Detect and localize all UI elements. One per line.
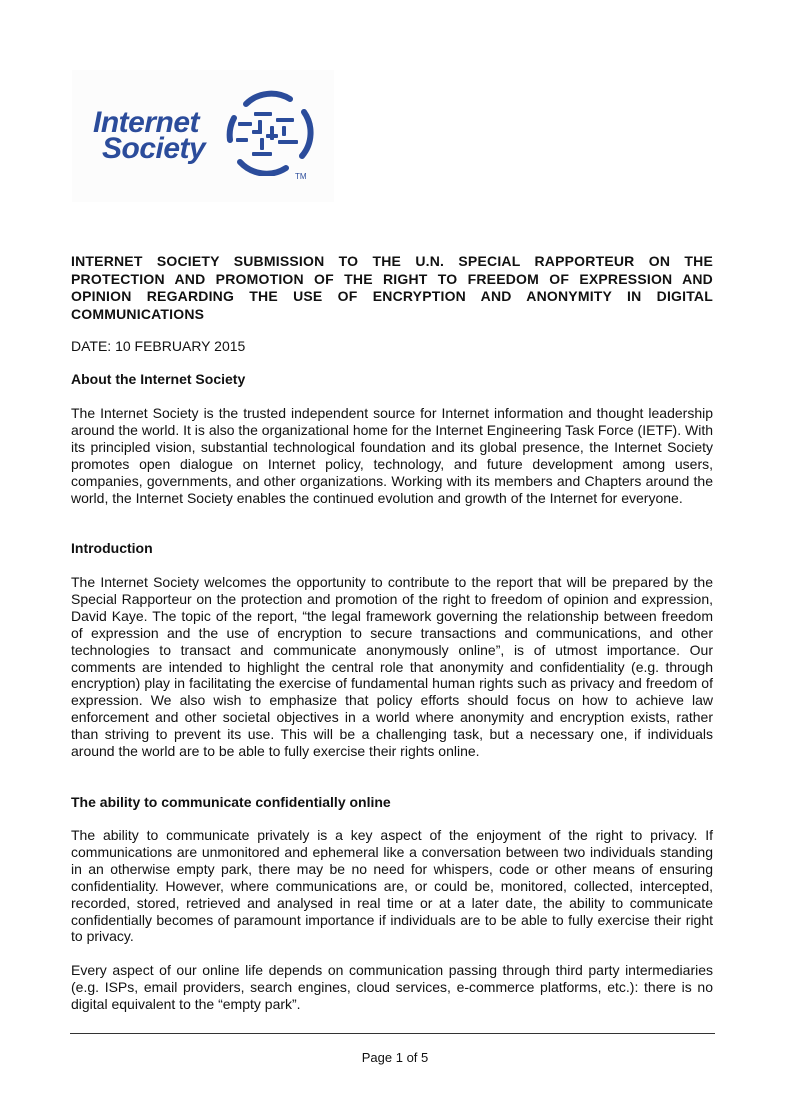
logo-wordmark-line1: Internet bbox=[93, 106, 200, 139]
internet-society-logo bbox=[72, 70, 334, 202]
logo-trademark: TM bbox=[295, 172, 307, 181]
section-paragraph-ability-2: Every aspect of our online life depends on communication passing through third party intermediaries (e.g. ISPs, email providers, search engines, cloud services, e-commerce platforms, etc.): there is no digital equivalent to the “empty park”. bbox=[71, 962, 713, 1012]
globe-network-icon bbox=[224, 90, 314, 176]
section-heading-introduction: Introduction bbox=[71, 540, 153, 556]
section-paragraph-ability-1: The ability to communicate privately is a key aspect of the enjoyment of the right to privacy. If communications are unmonitored and ephemeral like a conversation between two individuals standing in an otherwise empty park, there may be no need for whispers, code or other means of ensuring confidentiality. However, where communications are, or could be, monitored, collected, intercepted, recorded, stored, retrieved and analysed in real time or at a later date, the ability to communicate confidentially becomes of paramount importance if individuals are to be able to fully exercise their right to privacy. bbox=[71, 827, 713, 945]
section-heading-about: About the Internet Society bbox=[71, 371, 246, 387]
section-paragraph-introduction: The Internet Society welcomes the opportunity to contribute to the report that will be prepared by the Special Rapporteur on the protection and promotion of the right to freedom of opinion and expression, David Kaye. The topic of the report, “the legal framework governing the relationship between freedom of expression and the use of encryption to secure transactions and communications, and other technologies to transact and communicate anonymously online”, is of utmost importance. Our comments are intended to highlight the central role that anonymity and confidentiality (e.g. through encryption) play in facilitating the exercise of fundamental human rights such as privacy and freedom of expression. We also wish to emphasize that policy efforts should focus on how to achieve law enforcement and other societal objectives in a world where anonymity and encryption exists, rather than striving to prevent its use. This will be a challenging task, but a necessary one, if individuals around the world are to be able to fully exercise their rights online. bbox=[71, 574, 713, 760]
section-heading-ability: The ability to communicate confidentially online bbox=[71, 794, 391, 810]
page-number: Page 1 of 5 bbox=[361, 1050, 429, 1065]
document-date: DATE: 10 FEBRUARY 2015 bbox=[71, 338, 246, 354]
footer-divider bbox=[70, 1033, 715, 1034]
document-title: INTERNET SOCIETY SUBMISSION TO THE U.N. SPECIAL RAPPORTEUR ON THE PROTECTION AND PROMOTION OF THE RIGHT TO FREEDOM OF EXPRESSION AND OPINION REGARDING THE USE OF ENCRYPTION AND ANONYMITY IN DIGITAL COMMUNICATIONS bbox=[71, 253, 713, 322]
section-paragraph-about: The Internet Society is the trusted independent source for Internet information and thought leadership around the world. It is also the organizational home for the Internet Engineering Task Force (IETF). With its principled vision, substantial technological foundation and its global presence, the Internet Society promotes open dialogue on Internet policy, technology, and future development among users, companies, governments, and other organizations. Working with its members and Chapters around the world, the Internet Society enables the continued evolution and growth of the Internet for everyone. bbox=[71, 405, 713, 506]
logo-wordmark-line2: Society bbox=[102, 132, 206, 165]
